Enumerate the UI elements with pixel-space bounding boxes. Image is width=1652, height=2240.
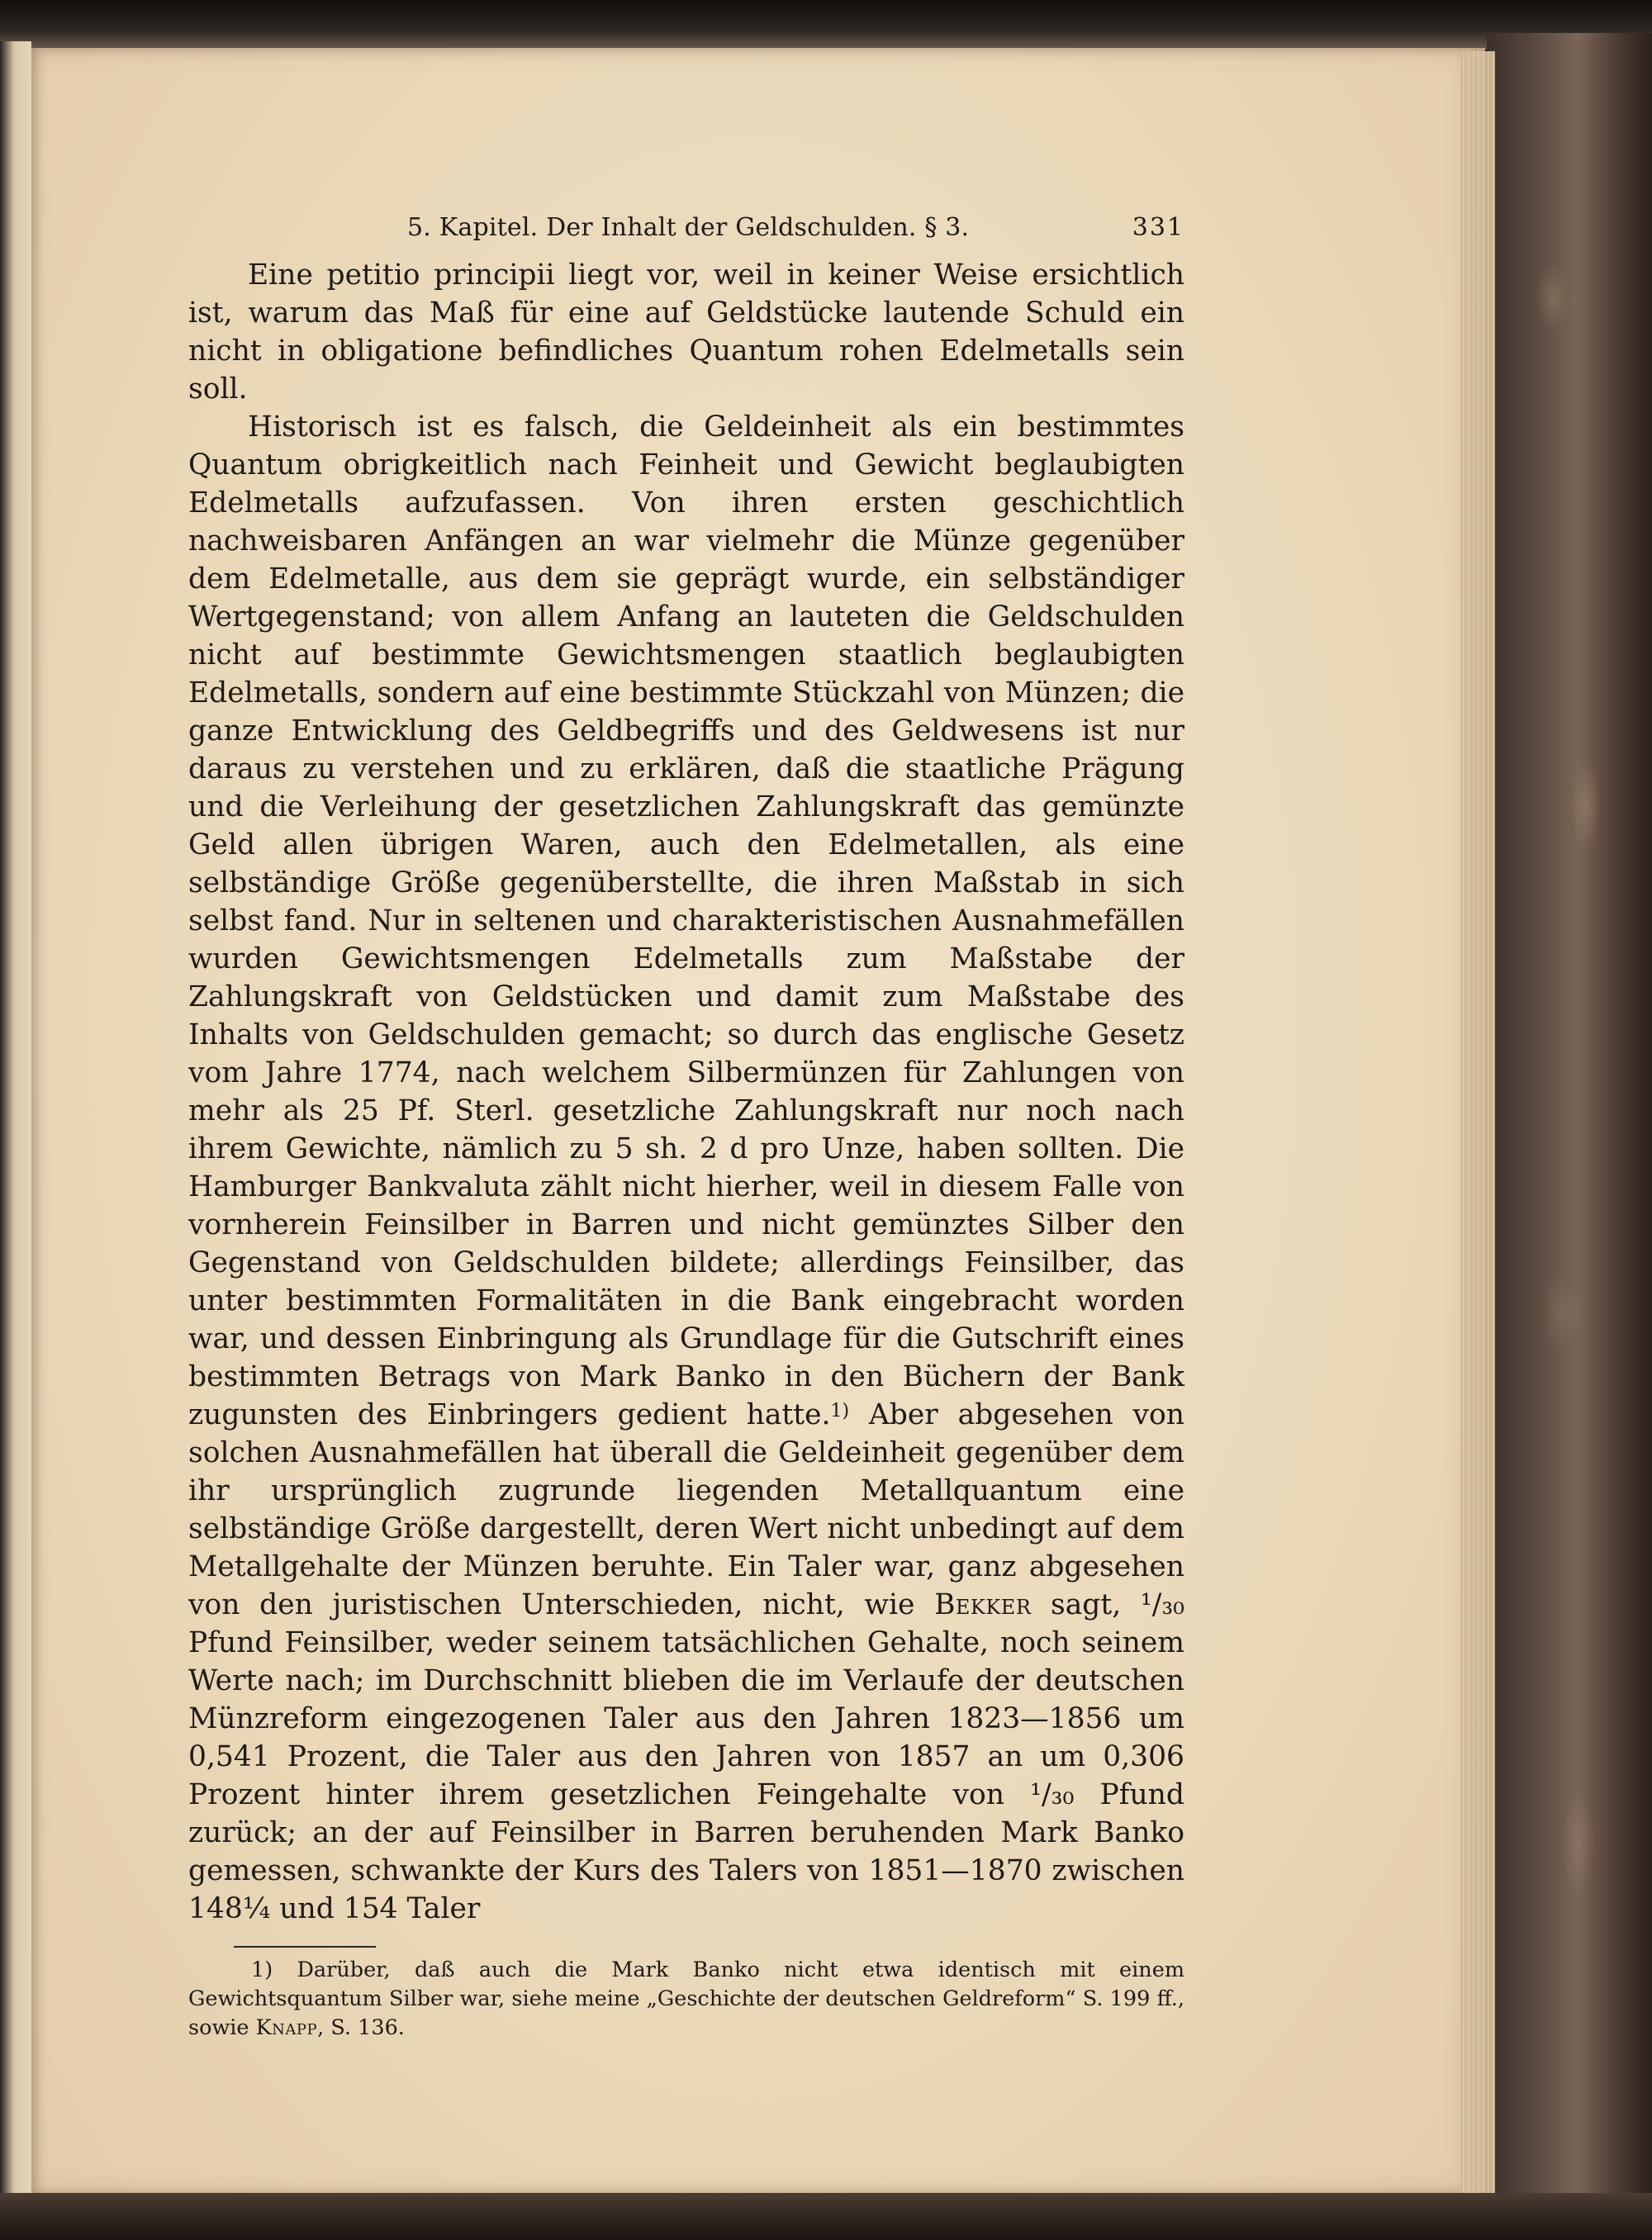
bottom-shadow [0,2193,1652,2240]
running-header [188,192,1184,241]
author-name-knapp: Knapp [255,2015,318,2040]
facing-page-edge [0,41,31,2205]
footnote [188,1956,1184,2043]
footnote-text-a: 1) Darüber, daß auch die Mark Banko nicht etwa identisch mit einem Gewichtsquantum Silber war, siehe meine „Geschichte der deutschen Geldreform“ S. 199 ff., sowie [188,1958,1184,2040]
body-text [188,256,1184,1928]
footnote-marker: 1) [830,1401,850,1421]
author-name-bekker: Bekker [934,1588,1032,1621]
paragraph-1: Eine petitio principii liegt vor, weil in keiner Weise ersichtlich ist, warum das Maß für eine auf Geldstücke lautende Schuld ein nicht in obligatione befindliches Quantum rohen Edelmetalls sein soll. [188,259,1184,406]
paragraph-2-part-b: Aber abgesehen von solchen Ausnahmefällen hat überall die Geldeinheit gegenüber dem ihr ursprünglich zugrunde liegenden Metallquantum eine selbständige Größe dargestellt, deren Wert nicht unbedingt auf dem Metallgehalte der Münzen beruhte. Ein Taler war, ganz abgesehen von den juristischen Unterschieden, nicht, wie [188,1398,1184,1621]
paragraph-2-part-c: sagt, ¹/₃₀ Pfund Feinsilber, weder seinem tatsächlichen Gehalte, noch seinem Werte nach; im Durchschnitt blieben die im Verlaufe der deutschen Münzreform eingezogenen Taler aus den Jahren 1823—1856 um 0,541 Prozent, die Taler aus den Jahren von 1857 an um 0,306 Prozent hinter ihrem gesetzlichen Feingehalte von ¹/₃₀ Pfund zurück; an der auf Feinsilber in Barren beruhenden Mark Banko gemessen, schwankte der Kurs des Talers von 1851—1870 zwischen 148¼ und 154 Taler [188,1588,1184,1925]
running-title: 5. Kapitel. Der Inhalt der Geldschulden. § 3. [407,213,970,242]
page-content [188,192,1184,2043]
paragraph-2 [188,408,1184,1928]
footnote-text-b: , S. 136. [317,2015,405,2040]
paragraph-2-part-a: Historisch ist es falsch, die Geldeinheit als ein bestimmtes Quantum obrigkeitlich nach Feinheit und Gewicht beglaubigten Edelmetalls aufzufassen. Von ihren ersten geschichtlich nachweisbaren Anfängen an war vielmehr die Münze gegenüber dem Edelmetalle, aus dem sie geprägt wurde, ein selbständiger Wertgegenstand; von allem Anfang an lauteten die Geldschulden nicht auf bestimmte Gewichtsmengen staatlich beglaubigten Edelmetalls, sondern auf eine bestimmte Stückzahl von Münzen; die ganze Entwicklung des Geldbegriffs und des Geldwesens ist nur daraus zu verstehen und zu erklären, daß die staatliche Prägung und die Verleihung der gesetzlichen Zahlungskraft das gemünzte Geld allen übrigen Waren, auch den Edelmetallen, als eine selbständige Größe gegenüberstellte, die ihren Maßstab in sich selbst fand. Nur in seltenen und charakteristischen Ausnahmefällen wurden Gewichtsmengen Edelmetalls zum Maßstabe der Zahlungskraft von Geldstücken und damit zum Maßstabe des Inhalts von Geldschulden gemacht; so durch das englische Gesetz vom Jahre 1774, nach welchem Silbermünzen für Zahlungen von mehr als 25 Pf. Sterl. gesetzliche Zahlungskraft nur noch nach ihrem Gewichte, nämlich zu 5 sh. 2 d pro Unze, haben sollten. Die Hamburger Bankvaluta zählt nicht hierher, weil in diesem Falle von vornherein Feinsilber in Barren und nicht gemünztes Silber den Gegenstand von Geldschulden bildete; allerdings Feinsilber, das unter bestimmten Formalitäten in die Bank eingebracht worden war, und dessen Einbringung als Grundlage für die Gutschrift eines bestimmten Betrags von Mark Banko in den Büchern der Bank zugunsten des Einbringers gedient hatte. [188,411,1184,1431]
page-number: 331 [1132,213,1184,242]
page-fore-edge [1460,51,1495,2195]
marbling [1487,33,1652,2240]
marbled-cover [1487,33,1652,2240]
footnote-rule [234,1946,376,1948]
top-shadow [0,0,1652,50]
